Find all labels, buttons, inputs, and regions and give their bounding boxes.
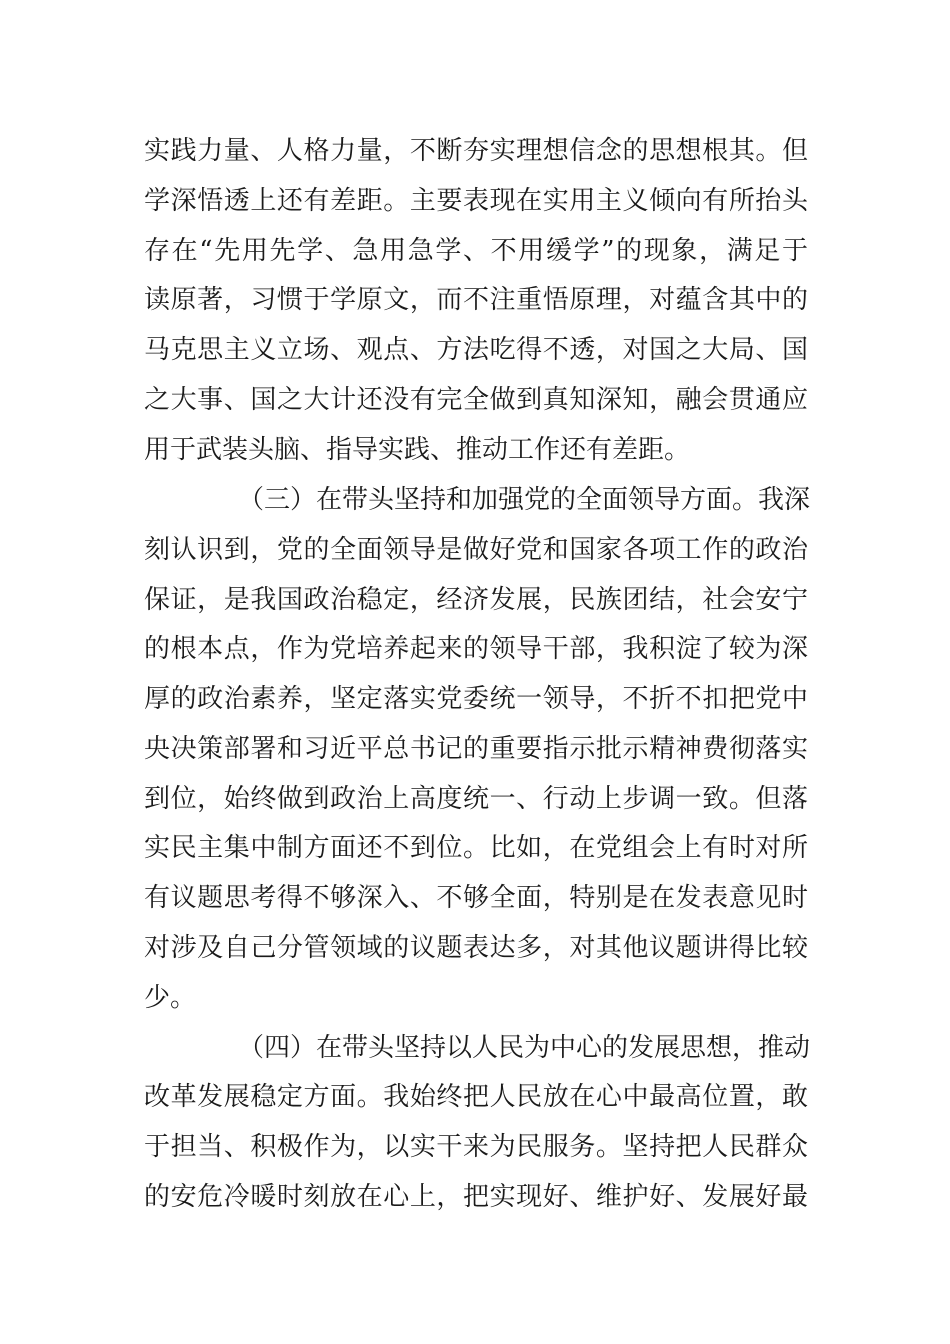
text-line: 改革发展稳定方面。我始终把人民放在心中最高位置，敢 bbox=[144, 1082, 808, 1112]
text-line: 学深悟透上还有差距。主要表现在实用主义倾向有所抬头 bbox=[144, 186, 808, 216]
text-line: 保证，是我国政治稳定，经济发展，民族团结，社会安宁 bbox=[144, 585, 808, 615]
text-line: 的根本点，作为党培养起来的领导干部，我积淀了较为深 bbox=[144, 634, 808, 664]
text-line: 实践力量、人格力量，不断夯实理想信念的思想根其。但 bbox=[144, 136, 808, 166]
text-line: 实民主集中制方面还不到位。比如，在党组会上有时对所 bbox=[144, 833, 808, 863]
paragraph-heading-line: （四）在带头坚持以人民为中心的发展思想，推动 bbox=[238, 1033, 811, 1063]
text-line: 对涉及自己分管领域的议题表达多，对其他议题讲得比较 bbox=[144, 933, 808, 963]
text-line: 刻认识到，党的全面领导是做好党和国家各项工作的政治 bbox=[144, 535, 808, 565]
text-line: 的安危冷暖时刻放在心上，把实现好、维护好、发展好最 bbox=[144, 1182, 808, 1212]
text-line: 马克思主义立场、观点、方法吃得不透，对国之大局、国 bbox=[144, 335, 808, 365]
text-line: 存在“先用先学、急用急学、不用缓学”的现象，满足于 bbox=[144, 236, 808, 266]
text-line: 央决策部署和习近平总书记的重要指示批示精神费彻落实 bbox=[144, 734, 808, 764]
text-line: 有议题思考得不够深入、不够全面，特别是在发表意见时 bbox=[144, 883, 808, 913]
text-line: 之大事、国之大计还没有完全做到真知深知，融会贯通应 bbox=[144, 385, 808, 415]
paragraph-end-line: 用于武装头脑、指导实践、推动工作还有差距。 bbox=[144, 435, 691, 465]
paragraph-heading-line: （三）在带头坚持和加强党的全面领导方面。我深 bbox=[238, 485, 811, 515]
text-line: 到位，始终做到政治上高度统一、行动上步调一致。但落 bbox=[144, 784, 808, 814]
paragraph-end-line: 少。 bbox=[144, 983, 197, 1013]
text-line: 厚的政治素养，坚定落实党委统一领导，不折不扣把党中 bbox=[144, 684, 808, 714]
text-line: 于担当、积极作为，以实干来为民服务。坚持把人民群众 bbox=[144, 1132, 808, 1162]
text-line: 读原著，习惯于学原文，而不注重悟原理，对蕴含其中的 bbox=[144, 285, 808, 315]
